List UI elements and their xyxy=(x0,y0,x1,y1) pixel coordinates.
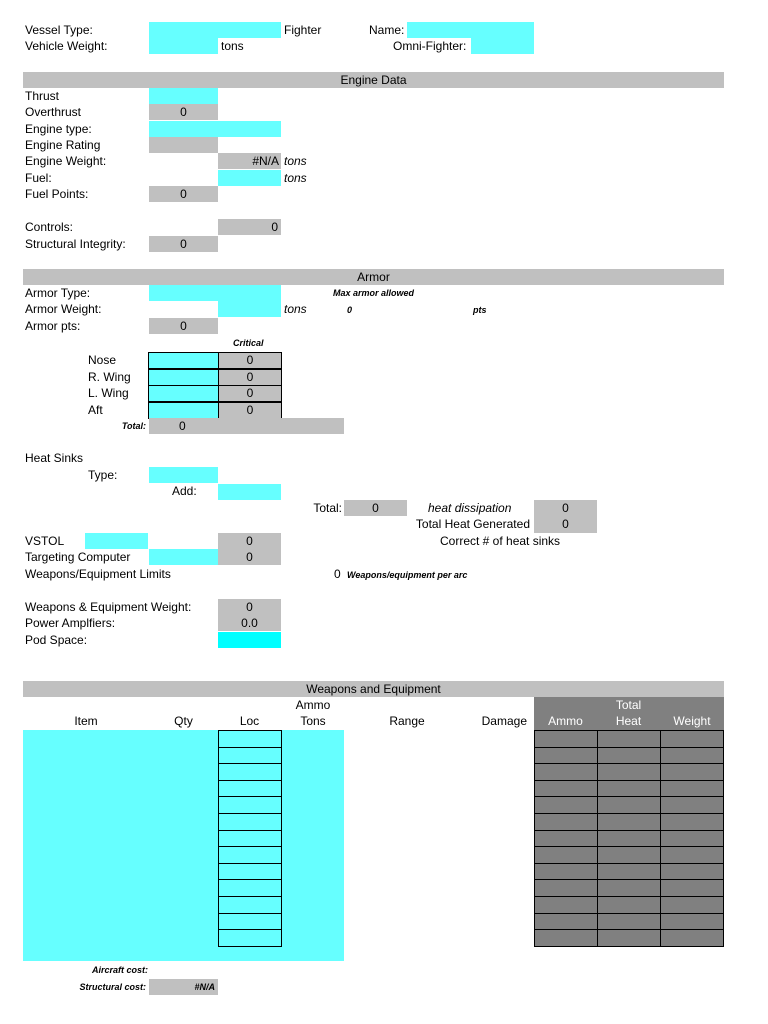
weapons-section-header: Weapons and Equipment xyxy=(23,681,724,697)
armor-location-field[interactable] xyxy=(148,385,219,402)
col-header-item: Item xyxy=(74,714,98,728)
weapon-loc-cell[interactable] xyxy=(218,747,282,765)
max-armor-allowed-label: Max armor allowed xyxy=(333,288,415,298)
weapon-total-ammo-cell xyxy=(534,863,598,881)
armor-section-header: Armor xyxy=(23,269,724,285)
col-header-weight: Weight xyxy=(673,714,711,728)
fuel-points-value: 0 xyxy=(149,186,218,202)
heat-sink-type-field[interactable] xyxy=(149,467,218,483)
thrust-field[interactable] xyxy=(149,88,218,104)
heat-sink-add-field[interactable] xyxy=(218,484,281,500)
engine-section-header: Engine Data xyxy=(23,72,724,88)
weapon-total-ammo-cell xyxy=(534,813,598,831)
ammo-top-label: Ammo xyxy=(295,698,331,712)
critical-header: Critical xyxy=(233,338,264,348)
weapon-total-ammo-cell xyxy=(534,796,598,814)
weapon-total-ammo-cell xyxy=(534,846,598,864)
fuel-unit: tons xyxy=(284,171,307,185)
weapon-total-weight-cell xyxy=(660,813,724,831)
name-field[interactable] xyxy=(407,22,534,38)
armor-weight-label: Armor Weight: xyxy=(25,302,102,316)
weapon-loc-cell[interactable] xyxy=(218,830,282,848)
col-header-heat: Heat xyxy=(615,714,642,728)
omni-fighter-field[interactable] xyxy=(471,38,534,54)
power-amplifiers-value: 0.0 xyxy=(218,615,281,631)
col-header-loc: Loc xyxy=(239,714,260,728)
overthrust-label: Overthrust xyxy=(25,105,82,119)
weapon-total-heat-cell xyxy=(597,863,661,881)
aircraft-cost-label: Aircraft cost: xyxy=(91,965,148,975)
heat-sink-type-label: Type: xyxy=(88,468,118,482)
armor-location-label: L. Wing xyxy=(88,386,129,400)
weapon-loc-cell[interactable] xyxy=(218,913,282,931)
structural-integrity-value: 0 xyxy=(149,236,218,252)
structural-cost-value: #N/A xyxy=(149,979,218,995)
weapon-total-ammo-cell xyxy=(534,879,598,897)
weapons-limits-label: Weapons/Equipment Limits xyxy=(25,567,171,581)
controls-label: Controls: xyxy=(25,220,74,234)
armor-type-label: Armor Type: xyxy=(25,286,91,300)
weapon-total-weight-cell xyxy=(660,879,724,897)
weapon-total-heat-cell xyxy=(597,763,661,781)
weapon-total-heat-cell xyxy=(597,780,661,798)
vstol-value: 0 xyxy=(218,533,281,549)
heat-total-value: 0 xyxy=(344,500,407,516)
armor-location-field[interactable] xyxy=(148,402,219,419)
weapon-total-ammo-cell xyxy=(534,747,598,765)
weapon-total-weight-cell xyxy=(660,780,724,798)
col-header-damage: Damage xyxy=(481,714,527,728)
fuel-points-label: Fuel Points: xyxy=(25,187,89,201)
weapon-loc-cell[interactable] xyxy=(218,929,282,947)
vehicle-weight-field[interactable] xyxy=(149,38,218,54)
targeting-computer-value: 0 xyxy=(218,549,281,565)
pod-space-field[interactable] xyxy=(218,632,281,648)
armor-location-label: R. Wing xyxy=(88,369,131,384)
weapon-total-weight-cell xyxy=(660,913,724,931)
engine-type-label: Engine type: xyxy=(25,122,92,136)
armor-weight-unit: tons xyxy=(284,302,307,316)
armor-location-field[interactable] xyxy=(148,352,219,369)
name-label: Name: xyxy=(369,23,405,37)
max-armor-value: 0 xyxy=(347,305,353,315)
weapon-total-heat-cell xyxy=(597,796,661,814)
heat-dissipation-label: heat dissipation xyxy=(428,501,512,515)
weapon-total-weight-cell xyxy=(660,896,724,914)
armor-location-field[interactable] xyxy=(148,369,219,386)
per-arc-label: Weapons/equipment per arc xyxy=(347,570,468,580)
we-weight-value: 0 xyxy=(218,599,281,615)
fuel-field[interactable] xyxy=(218,170,281,186)
weapon-total-weight-cell xyxy=(660,863,724,881)
engine-weight-label: Engine Weight: xyxy=(25,154,107,168)
armor-location-critical: 0 xyxy=(218,369,282,386)
weapon-total-ammo-cell xyxy=(534,730,598,748)
weapon-loc-cell[interactable] xyxy=(218,763,282,781)
pod-space-label: Pod Space: xyxy=(25,633,88,647)
omni-fighter-label: Omni-Fighter: xyxy=(393,39,467,53)
armor-location-label: Nose xyxy=(88,353,117,367)
vstol-field[interactable] xyxy=(85,533,148,549)
weapon-loc-cell[interactable] xyxy=(218,846,282,864)
weapon-loc-cell[interactable] xyxy=(218,879,282,897)
weapon-total-heat-cell xyxy=(597,846,661,864)
targeting-computer-field[interactable] xyxy=(149,549,218,565)
weapon-total-heat-cell xyxy=(597,730,661,748)
engine-rating-label: Engine Rating xyxy=(25,138,101,152)
correct-heat-sinks-label: Correct # of heat sinks xyxy=(440,534,561,548)
weapon-total-ammo-cell xyxy=(534,929,598,947)
weapon-total-ammo-cell xyxy=(534,830,598,848)
col-header-qty: Qty xyxy=(174,714,193,728)
vessel-type-field[interactable] xyxy=(149,22,281,38)
total-top-label: Total xyxy=(615,698,642,712)
weapon-total-weight-cell xyxy=(660,796,724,814)
weapon-loc-cell[interactable] xyxy=(218,730,282,748)
weapon-total-ammo-cell xyxy=(534,780,598,798)
weapon-total-ammo-cell xyxy=(534,913,598,931)
weapons-input-area[interactable] xyxy=(23,730,344,961)
weapon-total-weight-cell xyxy=(660,763,724,781)
heat-total-label: Total: xyxy=(313,501,342,515)
armor-pts-value: 0 xyxy=(149,318,218,334)
weapon-total-weight-cell xyxy=(660,747,724,765)
heat-dissipation-value: 0 xyxy=(562,501,569,515)
fuel-label: Fuel: xyxy=(25,171,52,185)
we-weight-label: Weapons & Equipment Weight: xyxy=(25,600,192,614)
armor-location-critical: 0 xyxy=(218,385,282,402)
vessel-type-label: Vessel Type: xyxy=(25,23,93,37)
weapon-loc-cell[interactable] xyxy=(218,896,282,914)
weapon-total-heat-cell xyxy=(597,879,661,897)
weapon-total-weight-cell xyxy=(660,929,724,947)
weapons-limits-value: 0 xyxy=(334,567,341,581)
engine-type-field[interactable] xyxy=(149,121,281,137)
fighter-label: Fighter xyxy=(284,23,322,37)
engine-weight-unit: tons xyxy=(284,154,307,168)
armor-location-critical: 0 xyxy=(218,402,282,419)
engine-weight-value: #N/A xyxy=(218,153,281,169)
col-header-range: Range xyxy=(389,714,425,728)
structural-integrity-label: Structural Integrity: xyxy=(25,237,126,251)
armor-location-critical: 0 xyxy=(218,352,282,369)
weapon-total-heat-cell xyxy=(597,929,661,947)
engine-rating-value xyxy=(149,137,218,153)
armor-pts-label: Armor pts: xyxy=(25,319,81,333)
weapon-loc-cell[interactable] xyxy=(218,863,282,881)
weapon-loc-cell[interactable] xyxy=(218,796,282,814)
weapon-total-weight-cell xyxy=(660,830,724,848)
controls-value: 0 xyxy=(218,219,281,235)
vehicle-weight-unit: tons xyxy=(221,39,244,53)
heat-generated-label: Total Heat Generated xyxy=(415,517,530,531)
armor-type-field[interactable] xyxy=(149,285,281,301)
overthrust-value: 0 xyxy=(149,104,218,120)
structural-cost-label: Structural cost: xyxy=(79,982,146,992)
vstol-label: VSTOL xyxy=(25,534,65,548)
weapon-total-heat-cell xyxy=(597,813,661,831)
weapon-total-weight-cell xyxy=(660,846,724,864)
weapon-loc-cell[interactable] xyxy=(218,813,282,831)
col-header-ammo: Ammo xyxy=(548,714,583,728)
heat-sinks-label: Heat Sinks xyxy=(25,451,84,465)
weapon-total-ammo-cell xyxy=(534,763,598,781)
heat-generated-value: 0 xyxy=(562,517,569,531)
weapon-total-heat-cell xyxy=(597,830,661,848)
armor-total-label: Total: xyxy=(121,421,146,431)
weapon-total-weight-cell xyxy=(660,730,724,748)
weapon-total-heat-cell xyxy=(597,747,661,765)
power-amplifiers-label: Power Amplfiers: xyxy=(25,616,116,630)
thrust-label: Thrust xyxy=(25,89,60,103)
armor-location-label: Aft xyxy=(88,402,103,417)
armor-weight-field[interactable] xyxy=(218,301,281,317)
weapon-loc-cell[interactable] xyxy=(218,780,282,798)
vehicle-weight-label: Vehicle Weight: xyxy=(25,39,108,53)
weapon-total-ammo-cell xyxy=(534,896,598,914)
targeting-computer-label: Targeting Computer xyxy=(25,550,131,564)
armor-total-value: 0 xyxy=(179,419,186,433)
col-header-tons: Tons xyxy=(300,714,326,728)
weapon-total-heat-cell xyxy=(597,913,661,931)
heat-sink-add-label: Add: xyxy=(172,484,197,498)
max-armor-pts-unit: pts xyxy=(473,305,487,315)
weapon-total-heat-cell xyxy=(597,896,661,914)
